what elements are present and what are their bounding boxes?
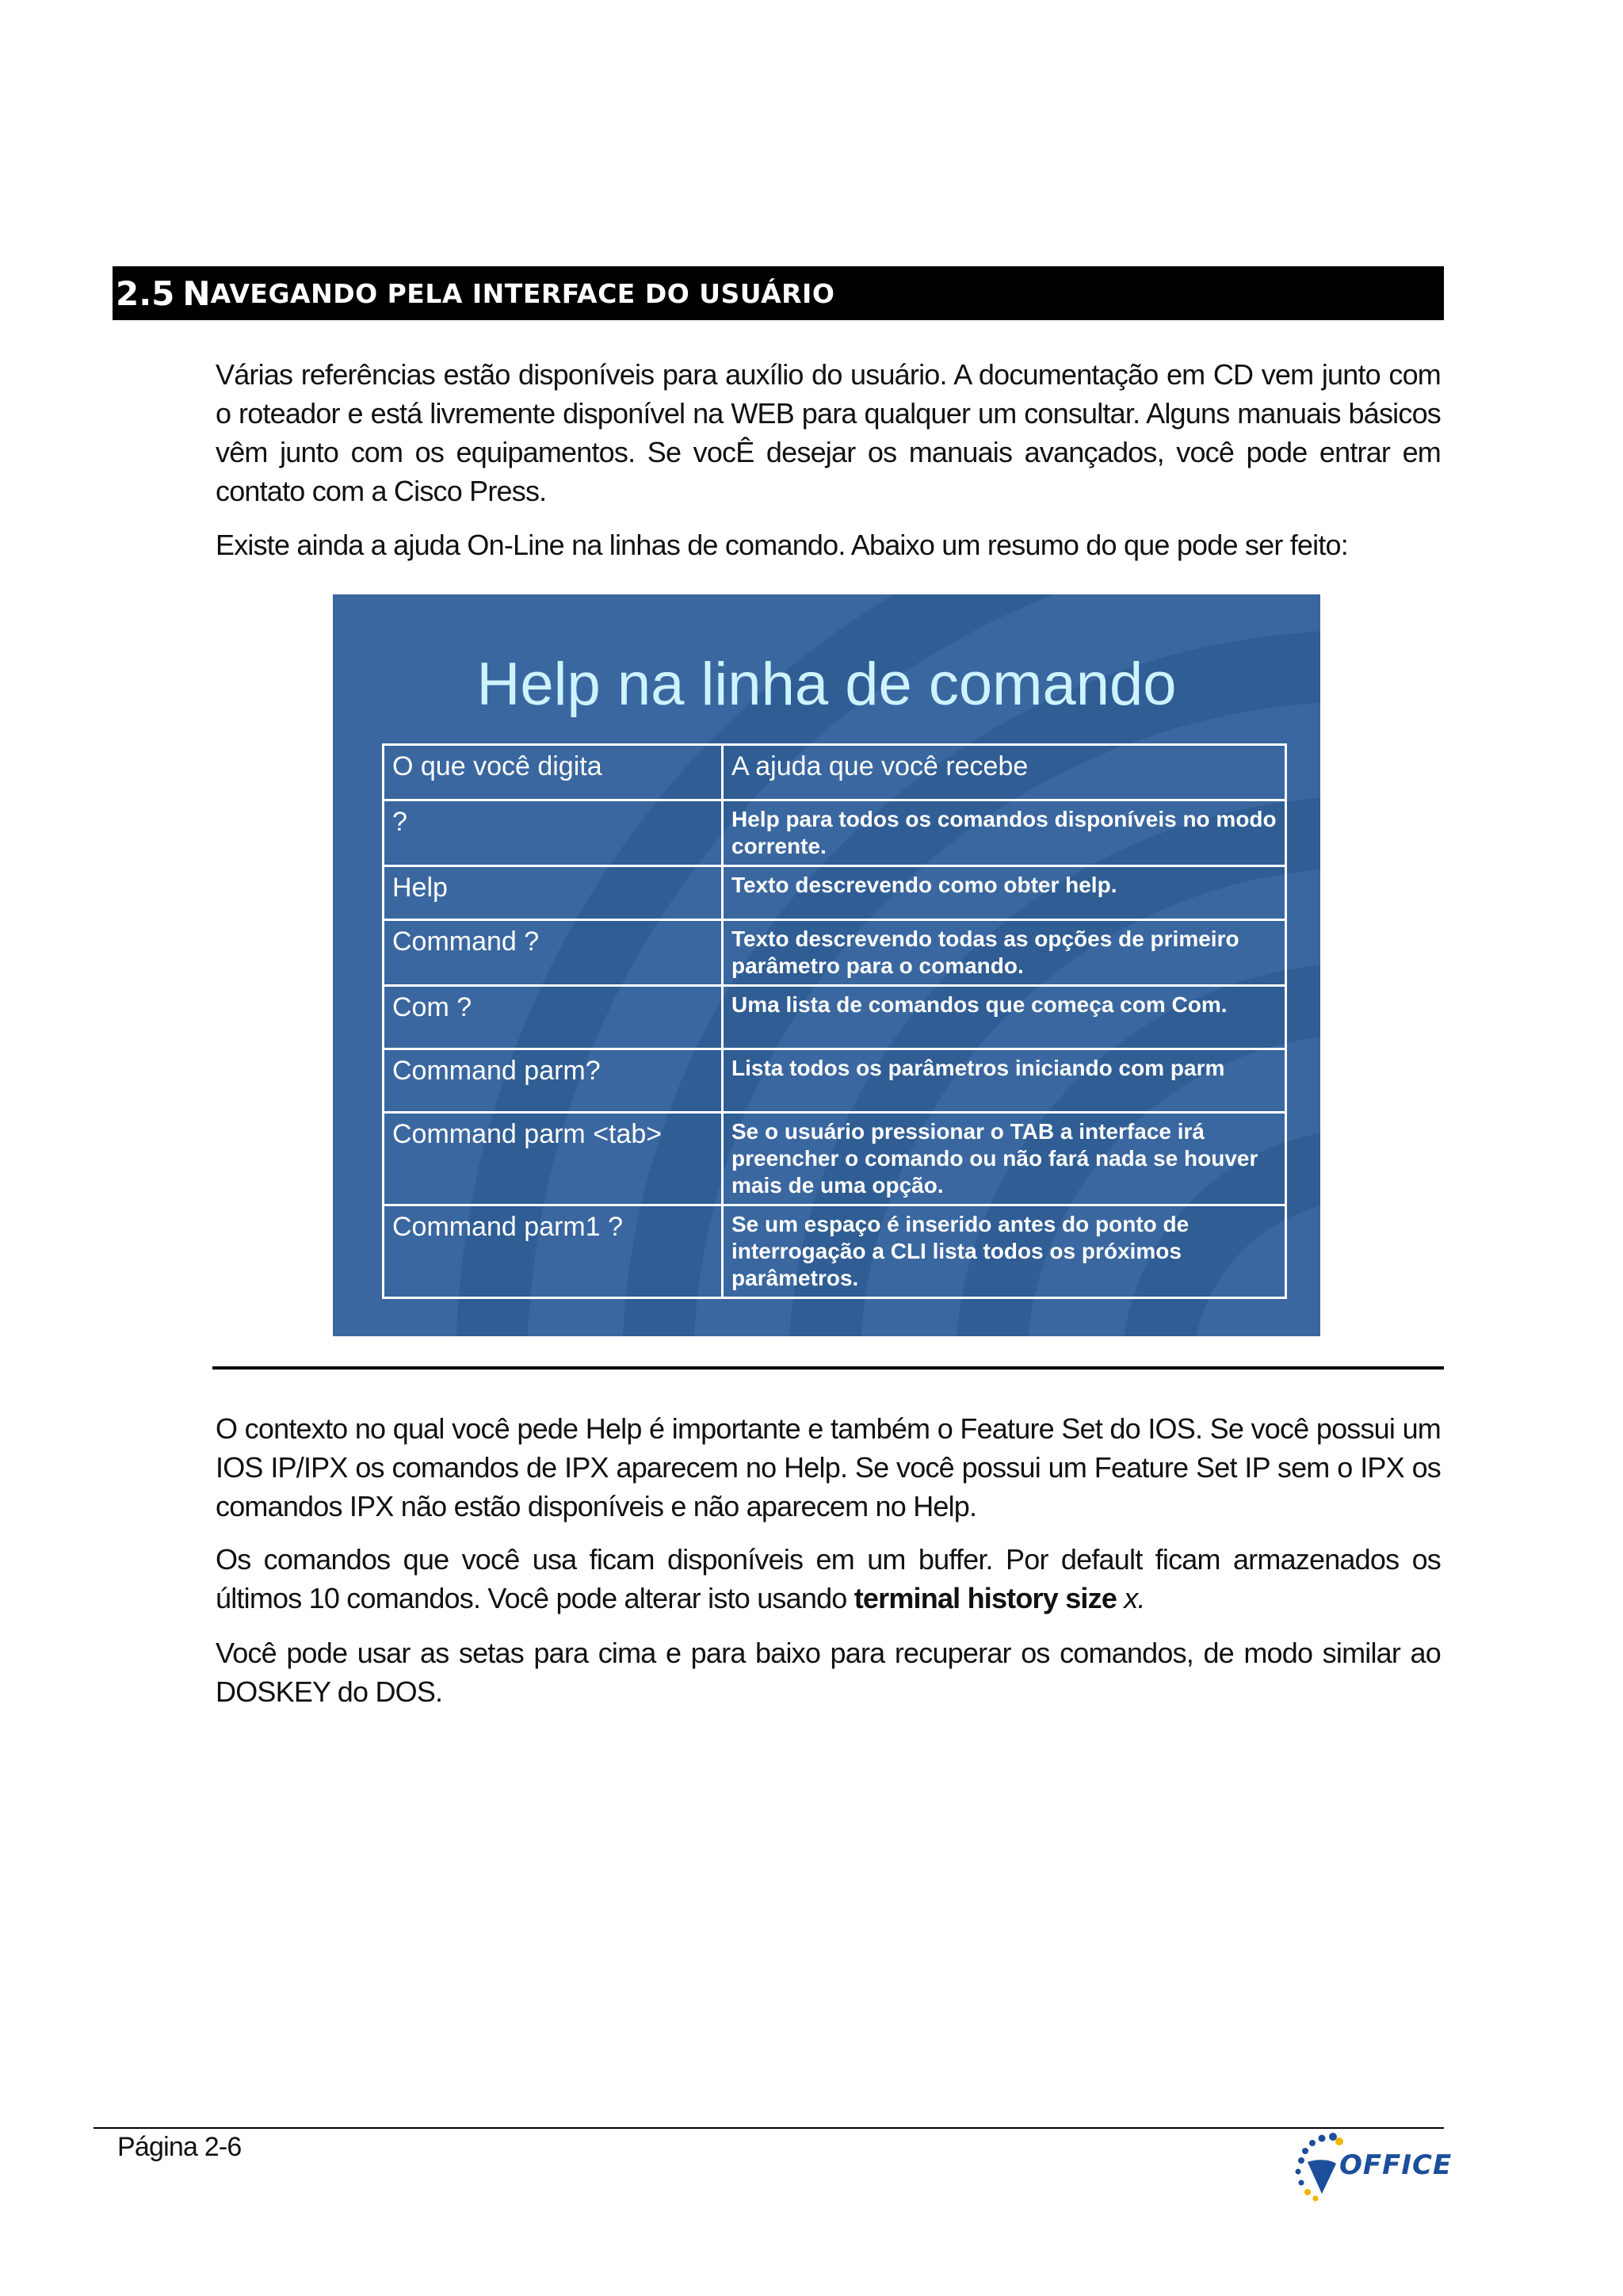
row-help: Se o usuário pressionar o TAB a interface irá preencher o comando ou não fará nada se houver mais de uma opção. [723,1113,1286,1205]
row-command: ? [384,800,723,866]
help-slide [333,594,1320,1336]
table-row [384,1113,1286,1205]
help-table-header [384,745,1286,800]
intro-paragraph-1: Várias referências estão disponíveis para auxílio do usuário. A documentação em CD vem junto com o roteador e está livremente disponível na WEB para qualquer um consultar. Alguns manuais básicos vêm junto com os equipamentos. Se vocÊ desejar os manuais avançados, você pode entrar em contato com a Cisco Press. [216,358,1441,507]
command-terminal-history: terminal history size [854,1582,1117,1614]
table-row [384,866,1286,920]
table-row [384,800,1286,866]
row-help: Lista todos os parâmetros iniciando com parm [723,1049,1286,1113]
header-help: A ajuda que você recebe [723,745,1286,800]
intro-paragraph-2: Existe ainda a ajuda On-Line na linhas de comando. Abaixo um resumo do que pode ser feito: [216,529,1348,561]
row-help: Texto descrevendo como obter help. [723,866,1286,920]
table-row [384,1205,1286,1298]
logo-wordmark: OFFICE [1339,2149,1453,2181]
footer-rule [94,2127,1444,2129]
section-number: 2.5 [116,273,175,313]
header-typed: O que você digita [384,745,723,800]
section-title-initial: N [182,273,211,313]
table-row [384,920,1286,986]
slide-title: Help na linha de comando [476,651,1177,718]
page-number: Página 2-6 [117,2132,242,2162]
row-command: Command parm1 ? [384,1205,723,1298]
row-command: Help [384,866,723,920]
body-paragraph-3: Você pode usar as setas para cima e para baixo para recuperar os comandos, de modo similar ao DOSKEY do DOS. [216,1637,1441,1708]
section-title-rest: AVEGANDO PELA INTERFACE DO USUÁRIO [210,277,835,309]
section-heading [113,266,1444,320]
row-command: Com ? [384,986,723,1049]
body-paragraph-2 [216,1540,1441,1618]
row-help: Help para todos os comandos disponíveis no modo corrente. [723,800,1286,866]
body-paragraph-2-text: Os comandos que você usa ficam disponíveis em um buffer. Por default ficam armazenados os últimos 10 comandos. Você pode alterar isto usando [216,1543,1441,1614]
help-table [382,743,1287,1299]
body-paragraph-1: O contexto no qual você pede Help é importante e também o Feature Set do IOS. Se você possui um IOS IP/IPX os comandos de IPX aparecem no Help. Se você possui um Feature Set IP sem o IPX os comandos IPX não estão disponíveis e não aparecem no Help. [216,1412,1441,1522]
row-command: Command ? [384,920,723,986]
table-row [384,986,1286,1049]
row-command: Command parm? [384,1049,723,1113]
row-help: Texto descrevendo todas as opções de primeiro parâmetro para o comando. [723,920,1286,986]
section-divider [212,1366,1444,1370]
table-row [384,1049,1286,1113]
row-command: Command parm <tab> [384,1113,723,1205]
command-argument: x. [1117,1582,1145,1614]
row-help: Uma lista de comandos que começa com Com. [723,986,1286,1049]
row-help: Se um espaço é inserido antes do ponto de interrogação a CLI lista todos os próximos parâmetros. [723,1205,1286,1298]
